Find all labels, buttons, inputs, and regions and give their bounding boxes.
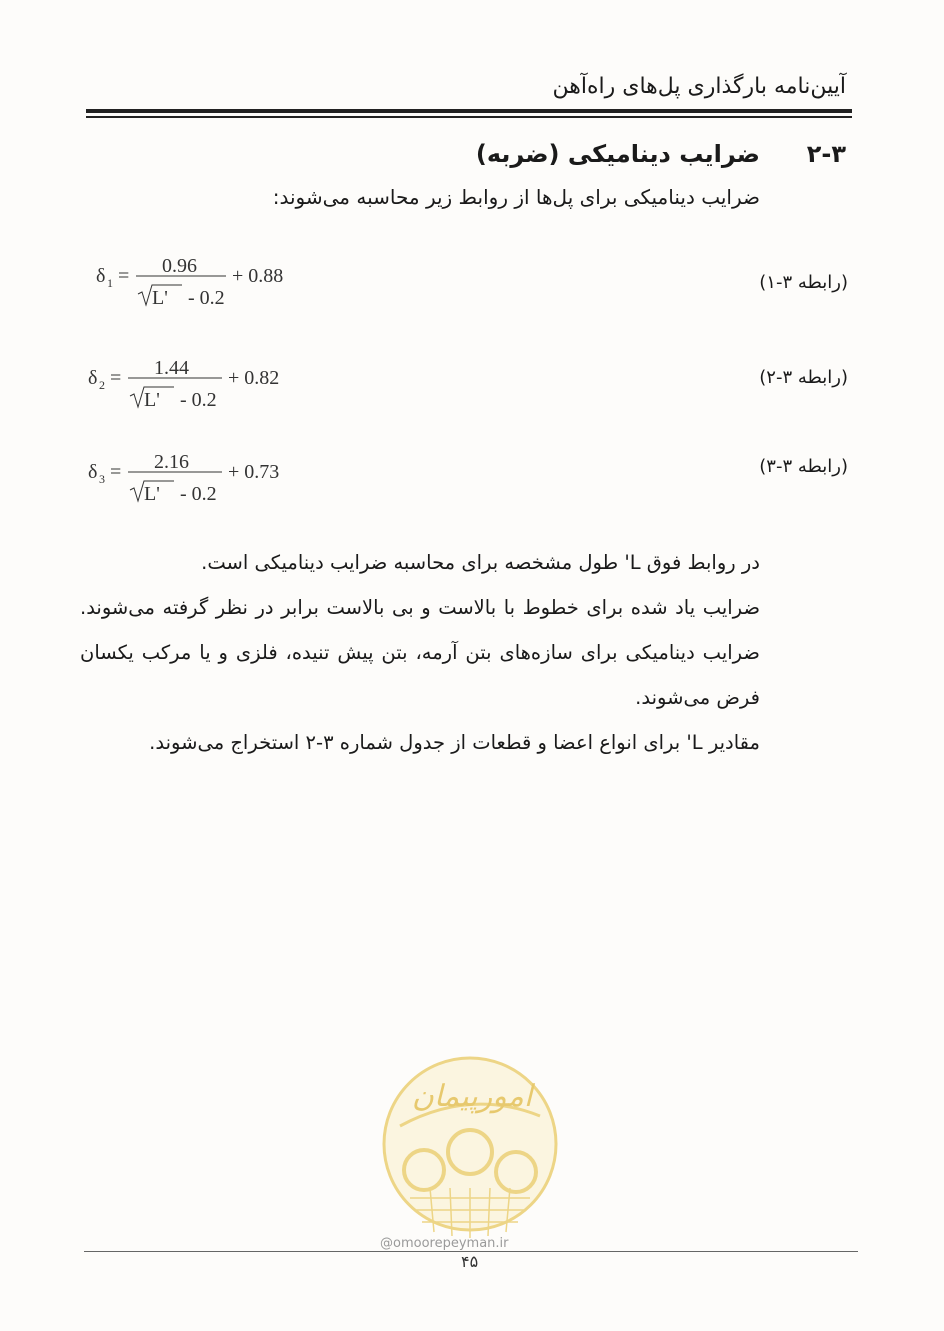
- at-sign-icon: @: [380, 1236, 393, 1251]
- header-rule-thin: [86, 116, 852, 118]
- formula-numerator: 2.16: [154, 451, 189, 473]
- formula-constant: + 0.82: [228, 367, 280, 389]
- formula-subscript: 2: [99, 378, 105, 392]
- svg-text:=: =: [118, 265, 130, 287]
- footer-url: @omoorepeyman.ir: [380, 1236, 509, 1251]
- formula-1: [86, 252, 366, 316]
- intro-text: ضرایب دینامیکی برای پل‌ها از روابط زیر محاسبه می‌شوند:: [272, 185, 760, 209]
- header-rule-thick: [86, 109, 852, 113]
- formula-subscript: 1: [107, 276, 113, 290]
- paragraph: در روابط فوق L' طول مشخصه برای محاسبه ضرایب دینامیکی است.: [201, 551, 760, 574]
- svg-text:=: =: [110, 461, 122, 483]
- equation-label-3: (رابطه ۳-۳): [759, 456, 848, 477]
- formula-symbol: δ: [96, 265, 106, 287]
- paragraph: مقادیر L' برای انواع اعضا و قطعات از جدول شماره ۳-۲ استخراج می‌شوند.: [149, 731, 760, 754]
- formula-3: [86, 448, 366, 512]
- root-variable: L': [152, 287, 168, 309]
- body-text: [80, 540, 760, 765]
- root-minus: - 0.2: [188, 287, 225, 309]
- formula-numerator: 1.44: [154, 357, 189, 379]
- section-number: ۲-۳: [806, 140, 846, 168]
- page-number: ۴۵: [461, 1252, 479, 1271]
- paragraph: ضرایب یاد شده برای خطوط با بالاست و بی بالاست برابر در نظر گرفته می‌شوند. ضرایب دینامیکی برای سازه‌های بتن آرمه، بتن پیش تنیده، فلزی و یا مرکب یکسان فرض می‌شوند.: [80, 596, 760, 709]
- root-variable: L': [144, 483, 160, 505]
- seal-lettering: امورپیمان: [411, 1079, 533, 1114]
- root-minus: - 0.2: [180, 389, 217, 411]
- seal-watermark-logo: [380, 1048, 560, 1240]
- root-minus: - 0.2: [180, 483, 217, 505]
- equation-label-2: (رابطه ۳-۲): [759, 367, 848, 388]
- root-variable: L': [144, 389, 160, 411]
- formula-constant: + 0.88: [232, 265, 284, 287]
- page-header-title: آیین‌نامه بارگذاری پل‌های راه‌آهن: [552, 74, 846, 99]
- formula-numerator: 0.96: [162, 255, 197, 277]
- svg-text:=: =: [110, 367, 122, 389]
- formula-2: [86, 352, 366, 416]
- formula-subscript: 3: [99, 472, 105, 486]
- formula-symbol: δ: [88, 461, 98, 483]
- section-title: ضرایب دینامیکی (ضربه): [475, 140, 760, 168]
- formula-symbol: δ: [88, 367, 98, 389]
- formula-constant: + 0.73: [228, 461, 280, 483]
- equation-label-1: (رابطه ۳-۱): [759, 272, 848, 293]
